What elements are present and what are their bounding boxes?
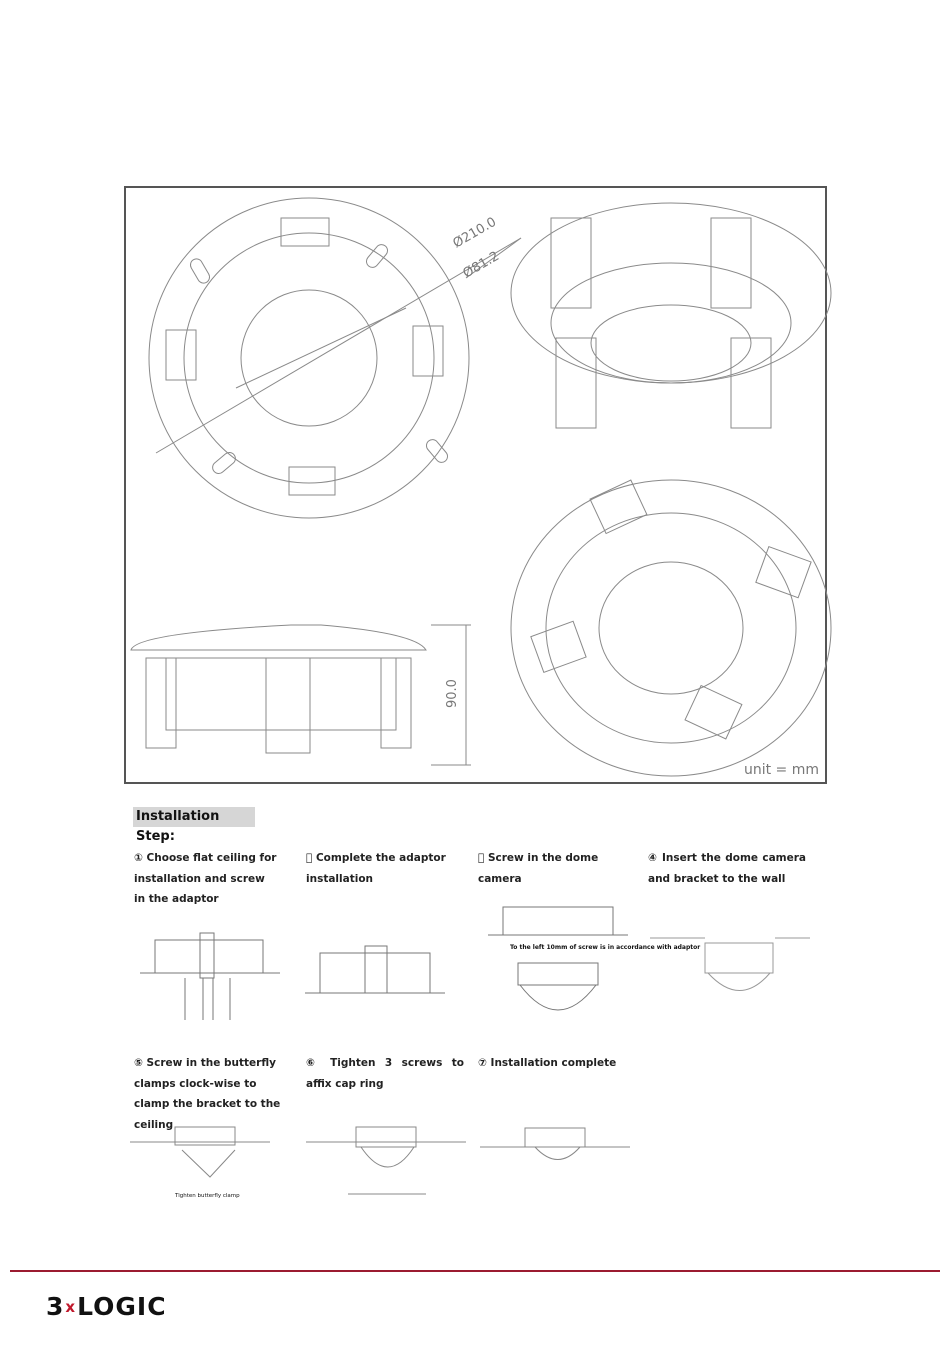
step-3-note-text: To the left 10mm of screw is in accordance with adaptor — [510, 944, 701, 951]
step-6 — [306, 1053, 464, 1094]
step-2-number:   — [306, 852, 313, 864]
dimension-height: 90.0 — [445, 679, 460, 708]
company-logo — [46, 1292, 167, 1320]
step-6-text: Tighten 3 screws to affix cap ring — [306, 1057, 465, 1090]
step-1-number: ① — [134, 852, 143, 864]
step-7-text: Installation complete — [490, 1057, 617, 1069]
technical-drawing — [124, 186, 827, 784]
step-2-text: Complete the adaptor installation — [306, 852, 446, 885]
bottom-angle-view — [511, 480, 831, 776]
step-1 — [134, 848, 279, 910]
unit-label: unit = mm — [743, 762, 819, 778]
step-3-text: Screw in the dome camera — [478, 852, 599, 885]
footer-divider — [10, 1270, 940, 1272]
dimension-outer: Ø210.0 — [450, 214, 500, 252]
step-6-figure — [306, 1122, 466, 1202]
logo-suffix: LOGIC — [77, 1292, 167, 1321]
step-7 — [478, 1053, 638, 1074]
step-3-figure — [488, 895, 701, 1035]
side-view — [131, 625, 471, 765]
isometric-view — [511, 203, 831, 428]
step-4-text: Insert the dome camera and bracket to the wall — [648, 852, 807, 885]
step-4 — [648, 848, 806, 889]
drawing-svg — [126, 188, 829, 786]
dimension-inner: Ø81.2 — [460, 248, 502, 282]
step-1-figure — [140, 928, 280, 1028]
step-2-figure — [305, 938, 445, 1003]
step-7-number: ⑦ — [478, 1057, 487, 1069]
step-4-figure — [650, 928, 810, 1003]
section-title: Installation Step: — [133, 807, 255, 827]
step-1-text: Choose flat ceiling for installation and screw in the adaptor — [134, 852, 277, 905]
step-5-figure — [130, 1122, 270, 1204]
step-5-text: Screw in the butterfly clamps clock-wise to clamp the bracket to the ceiling — [134, 1057, 281, 1131]
step-3 — [478, 848, 628, 889]
logo-prefix: 3 — [46, 1292, 65, 1321]
step-4-number: ④ — [648, 852, 658, 864]
logo-x: x — [65, 1298, 77, 1316]
step-2 — [306, 848, 446, 889]
step-6-number: ⑥ — [306, 1057, 321, 1069]
step-7-figure — [480, 1122, 630, 1172]
step-5-note-text: Tighten butterfly clamp — [175, 1193, 240, 1199]
step-3-number:   — [478, 852, 485, 864]
step-5-number: ⑤ — [134, 1057, 143, 1069]
